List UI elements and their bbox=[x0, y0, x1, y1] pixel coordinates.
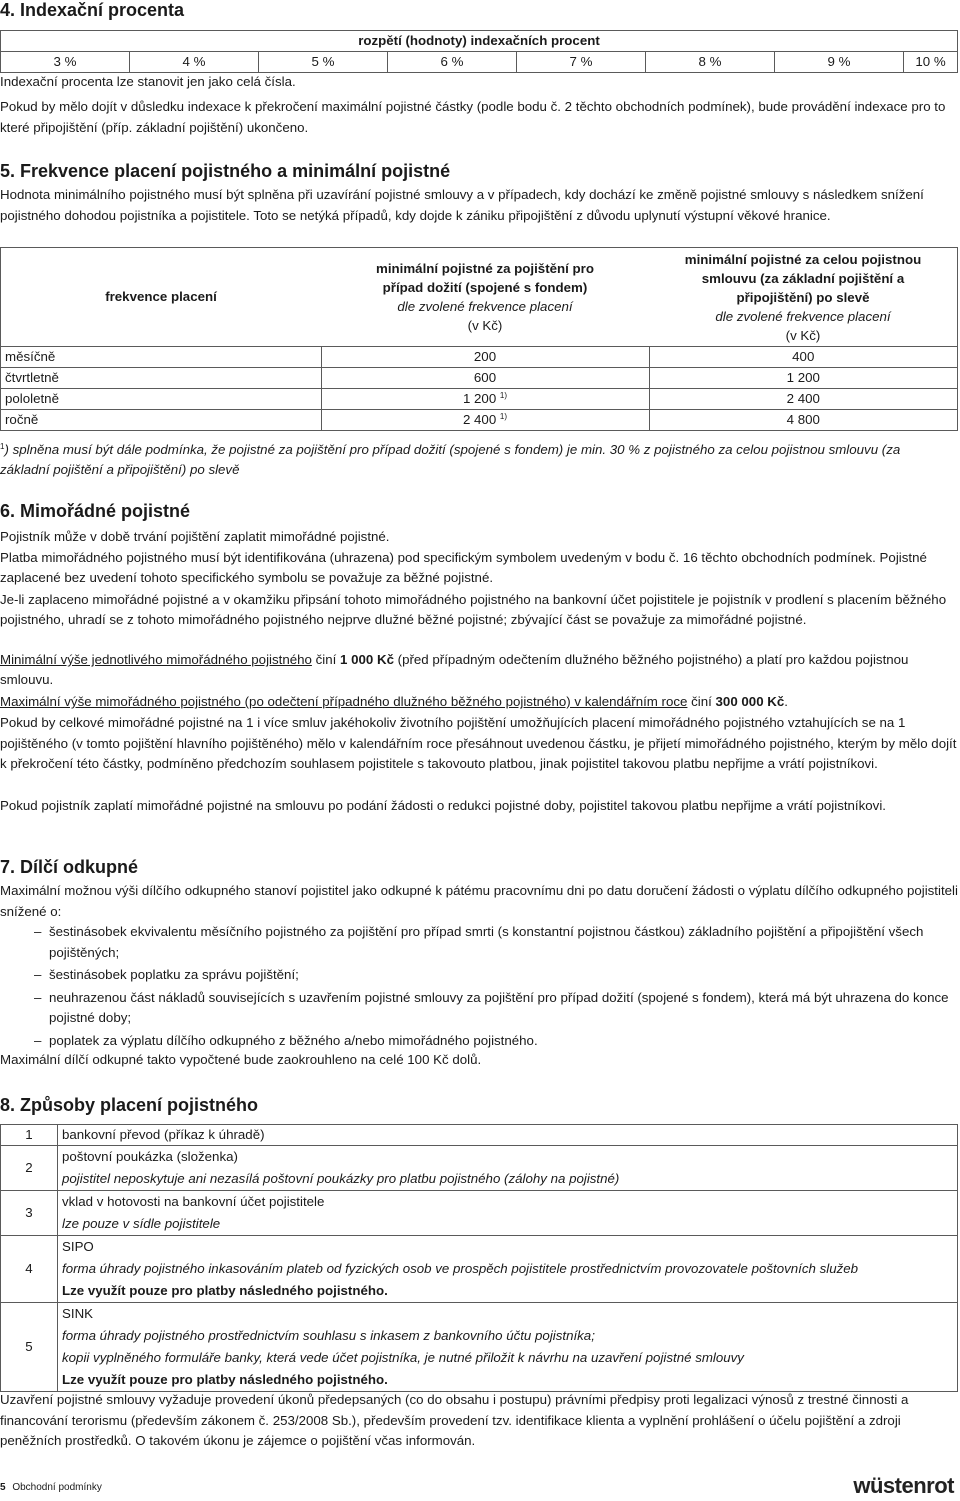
col-total-note: dle zvolené frekvence placení bbox=[715, 308, 891, 324]
indexation-value: 6 % bbox=[388, 52, 517, 73]
col-total-unit: (v Kč) bbox=[785, 327, 821, 343]
table-cell-endowment: 600 bbox=[321, 368, 649, 389]
table-cell-total: 400 bbox=[649, 347, 958, 368]
section-6-para-3: Je-li zaplaceno mimořádné pojistné a v okamžiku připsání tohoto mimořádného pojistného na bankovní účet pojistitele je pojistník v prodlení s placením běžného pojistného, uhradí se z tohoto mimořádného pojistného nejprve dlužné běžné pojistné; zbývající část se považuje za mimořádné pojistné. bbox=[0, 592, 947, 627]
payment-method-note-2: kopii vyplněného formuláře banky, která vede účet pojistníka, je nutné přiložit k návrhu na uzavření pojistné smlouvy bbox=[62, 1350, 744, 1365]
table-row-frequency: ročně bbox=[1, 410, 322, 431]
payment-method-number: 5 bbox=[1, 1303, 58, 1392]
table-row-frequency: měsíčně bbox=[1, 347, 322, 368]
payment-method-number: 3 bbox=[1, 1191, 58, 1236]
list-item: – šestinásobek ekvivalentu měsíčního pojistného za pojištění pro případ smrti (s konstantní pojistnou částkou) základního pojištění a připojištění všech pojištěných; bbox=[0, 922, 958, 963]
indexation-table bbox=[0, 30, 958, 73]
section-6-para-1: Pojistník může v době trvání pojištění zaplatit mimořádné pojistné. bbox=[0, 529, 390, 544]
table-cell-total: 1 200 bbox=[649, 368, 958, 389]
list-item: – poplatek za výplatu dílčího odkupného z běžného a/nebo mimořádného pojistného. bbox=[0, 1031, 958, 1052]
section-7-heading: 7. Dílčí odkupné bbox=[0, 857, 139, 877]
section-7-outro: Maximální dílčí odkupné takto vypočtené bude zaokrouhleno na celé 100 Kč dolů. bbox=[0, 1052, 482, 1067]
section-5-intro: Hodnota minimálního pojistného musí být splněna při uzavírání pojistné smlouvy a v případech, kdy dochází ke změně pojistné smlouvy s následkem snížení pojistného dohodou pojistníka a pojistitele. Toto se netýká případů, kdy dojde k zániku připojištění z důvodu uplynutí výstupní věkové hranice. bbox=[0, 187, 924, 223]
page-footer bbox=[0, 1482, 102, 1494]
col-total-title: minimální pojistné za celou pojistnou smlouvu (za základní pojištění a připojištění) po slevě bbox=[684, 251, 922, 305]
col-endowment-note: dle zvolené frekvence placení bbox=[397, 299, 573, 314]
list-item: – neuhrazenou část nákladů souvisejících s uzavřením pojistné smlouvy za pojištění pro případ dožití (spojené s fondem), která má být uhrazena do konce pojistné doby; bbox=[0, 988, 958, 1029]
section-4-heading: 4. Indexační procenta bbox=[0, 0, 185, 20]
payment-method-number: 2 bbox=[1, 1146, 58, 1191]
payment-method-name: SIPO bbox=[62, 1239, 94, 1254]
footnote-text: ) splněna musí být dále podmínka, že pojistné za pojištění pro případ dožití (spojené s fondem) je min. 30 % z pojistného za celou pojistnou smlouvu (za základní pojištění a připojištění) po slevě bbox=[0, 442, 901, 477]
section-6-para-4: Minimální výše jednotlivého mimořádného pojistného činí 1 000 Kč (před případným odečtením dlužného běžného pojistného) a platí pro každou pojistnou smlouvu. bbox=[0, 652, 909, 687]
section-8-closing: Uzavření pojistné smlouvy vyžaduje provedení úkonů předepsaných (co do obsahu i postupu) právními předpisy proti legalizaci výnosů z trestné činnosti a financování terorismu (především zákonem č. 253/2008 Sb.), především provedení tzv. identifikace klienta a vyplnění prohlášení o účelu pojištění a zdroji peněžních prostředků. O takovém úkonu je zájemce o pojištění včas informován. bbox=[0, 1392, 909, 1448]
section-6-para-6: Pokud by celkové mimořádné pojistné na 1 i více smluv jakéhokoliv životního pojištění umožňujících placení mimořádného pojistného vztahujících se na 1 pojištěného (v tomto pojištění hlavního pojištěného) mělo v kalendářním roce přesáhnout uvedenou částku, je přijetí mimořádného pojistného, kterým by mělo dojít k překročení této částky, podmíněno předchozím souhlasem pojistitele s takovouto platbou, jinak pojistitel takovou platbu nepřijme a vrátí pojistníkovi. bbox=[0, 715, 957, 771]
payment-method-note: lze pouze v sídle pojistitele bbox=[62, 1216, 221, 1231]
min-premium-table bbox=[0, 247, 958, 431]
section-4-para-2: Pokud by mělo dojít v důsledku indexace k překročení maximální pojistné částky (podle bodu č. 2 těchto obchodních podmínek), bude provádění indexace pro to které připojištění (příp. základní pojištění) ukončeno. bbox=[0, 99, 946, 135]
section-6-para-7: Pokud pojistník zaplatí mimořádné pojistné na smlouvu po podání žádosti o redukci pojistné doby, pojistitel takovou platbu nepřijme a vrátí pojistníkovi. bbox=[0, 798, 886, 813]
section-5-footnote bbox=[0, 440, 920, 480]
section-6-heading: 6. Mimořádné pojistné bbox=[0, 501, 191, 521]
section-4-para-1: Indexační procenta lze stanovit jen jako celá čísla. bbox=[0, 74, 296, 89]
col-endowment-unit: (v Kč) bbox=[467, 318, 503, 333]
section-5-heading: 5. Frekvence placení pojistného a minimální pojistné bbox=[0, 161, 451, 181]
max-extra-premium-value: 300 000 Kč bbox=[715, 694, 785, 709]
indexation-value: 9 % bbox=[775, 52, 904, 73]
table-row-frequency: čtvrtletně bbox=[1, 368, 322, 389]
indexation-value: 7 % bbox=[517, 52, 646, 73]
payment-method-name: vklad v hotovosti na bankovní účet pojistitele bbox=[62, 1194, 325, 1209]
max-extra-premium-label: Maximální výše mimořádného pojistného (po odečtení případného dlužného běžného pojistného) v kalendářním roce bbox=[0, 694, 688, 709]
section-8-heading: 8. Způsoby placení pojistného bbox=[0, 1095, 259, 1115]
payment-method-name: SINK bbox=[62, 1306, 94, 1321]
payment-methods-table bbox=[0, 1124, 958, 1392]
section-6-para-5: Maximální výše mimořádného pojistného (po odečtení případného dlužného běžného pojistného) v kalendářním roce činí 300 000 Kč. bbox=[0, 694, 788, 709]
payment-method-note: pojistitel neposkytuje ani nezasílá poštovní poukázky pro platbu pojistného (zálohy na pojistné) bbox=[62, 1171, 620, 1186]
col-frequency-header: frekvence placení bbox=[1, 248, 322, 347]
table-cell-total: 2 400 bbox=[649, 389, 958, 410]
footnote-mark: 1 bbox=[0, 442, 5, 451]
indexation-value: 8 % bbox=[646, 52, 775, 73]
table-cell-total: 4 800 bbox=[649, 410, 958, 431]
payment-method-restriction: Lze využít pouze pro platby následného pojistného. bbox=[62, 1372, 388, 1387]
indexation-value: 5 % bbox=[259, 52, 388, 73]
payment-method-restriction: Lze využít pouze pro platby následného pojistného. bbox=[62, 1283, 388, 1298]
indexation-value: 4 % bbox=[130, 52, 259, 73]
table-cell-endowment: 2 400 $^{1)}$ bbox=[321, 410, 649, 431]
list-item: – šestinásobek poplatku za správu pojištění; bbox=[0, 965, 958, 986]
min-extra-premium-value: 1 000 Kč bbox=[340, 652, 394, 667]
col-endowment-title: minimální pojistné za pojištění pro případ dožití (spojené s fondem) bbox=[376, 261, 594, 295]
col-total-header bbox=[649, 248, 958, 347]
section-7-intro: Maximální možnou výši dílčího odkupného stanoví pojistitel jako odkupné k pátému pracovnímu dni po datu doručení žádosti o výplatu dílčího odkupného pojistiteli snížené o: bbox=[0, 883, 958, 919]
payment-method-note: forma úhrady pojistného inkasováním plateb od fyzických osob ve prospěch pojistitele prostřednictvím provozovatele poštovních služeb bbox=[62, 1261, 859, 1276]
section-7-list bbox=[0, 922, 958, 1053]
page-number: 5 bbox=[0, 1482, 6, 1493]
indexation-value: 3 % bbox=[1, 52, 130, 73]
table-row-frequency: pololetně bbox=[1, 389, 322, 410]
table-cell-endowment: 1 200 $^{1)}$ bbox=[321, 389, 649, 410]
table-cell-endowment: 200 bbox=[321, 347, 649, 368]
section-6-para-2: Platba mimořádného pojistného musí být identifikována (uhrazena) pod specifickým symbolem uvedeným v bodu č. 16 těchto obchodních podmínek. Pojistné zaplacené bez uvedení tohoto specifického symbolu se považuje za běžné pojistné. bbox=[0, 550, 927, 585]
indexation-table-header: rozpětí (hodnoty) indexačních procent bbox=[1, 31, 958, 52]
payment-method-number: 4 bbox=[1, 1236, 58, 1303]
wustenrot-logo: wüstenrot bbox=[853, 1473, 954, 1498]
col-endowment-header bbox=[321, 248, 649, 347]
payment-method-name: bankovní převod (příkaz k úhradě) bbox=[58, 1125, 958, 1146]
min-extra-premium-label: Minimální výše jednotlivého mimořádného pojistného bbox=[0, 652, 312, 667]
indexation-value: 10 % bbox=[904, 52, 958, 73]
payment-method-name: poštovní poukázka (složenka) bbox=[62, 1149, 238, 1164]
payment-method-note: forma úhrady pojistného prostřednictvím souhlasu s inkasem z bankovního účtu pojistníka; bbox=[62, 1328, 595, 1343]
payment-method-number: 1 bbox=[1, 1125, 58, 1146]
footer-label: Obchodní podmínky bbox=[12, 1482, 102, 1493]
